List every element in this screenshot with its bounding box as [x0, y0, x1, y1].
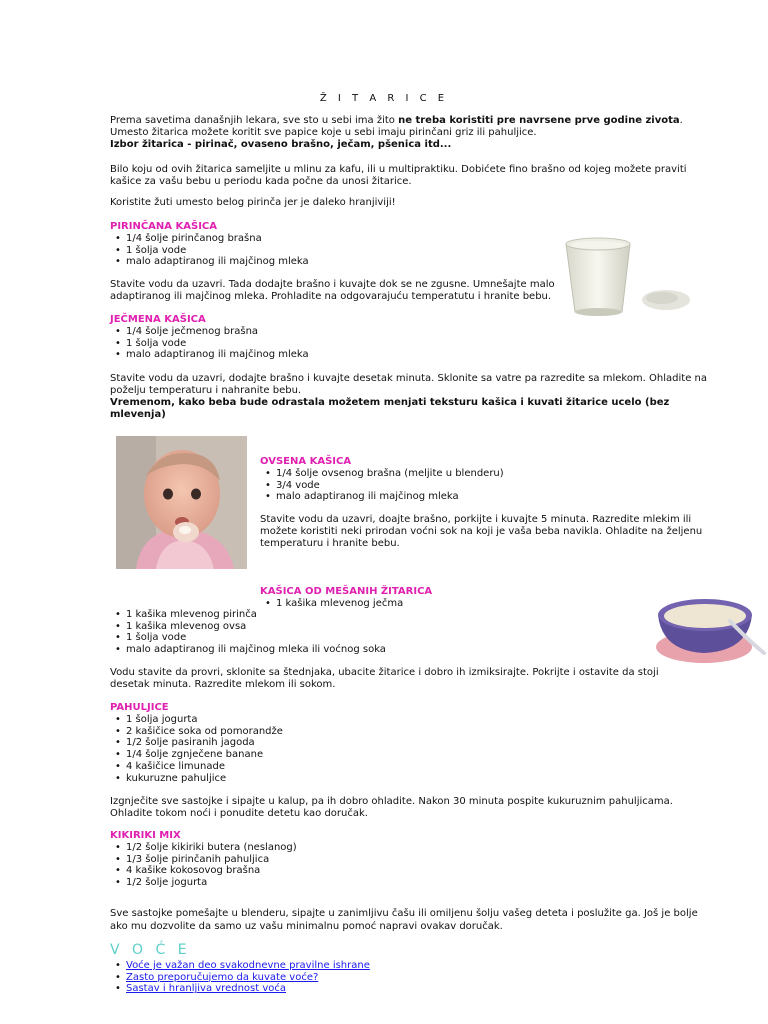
pirincana-heading: PIRINČANA KAŠICA: [110, 221, 217, 232]
list-item: • 1 šolja vode: [110, 245, 309, 257]
voce-heading: V O Ć E: [110, 942, 191, 958]
list-item: • malo adaptiranog ili majčinog mleka: [110, 349, 309, 361]
voce-link-vazan[interactable]: Voće je važan deo svakodnevne pravilne ishrane: [126, 960, 370, 971]
intro-paragraph-2: Bilo koju od ovih žitarica sameljite u mlinu za kafu, ili u multipraktiku. Dobićete fino brašno od kojeg možete praviti kašice za vašu bebu u periodu kada počne da unosi žitarice.: [110, 164, 687, 187]
list-item: • 1/2 šolje pasiranih jagoda: [110, 737, 283, 749]
mesanih-list: [110, 609, 386, 656]
list-item: • kukuruzne pahuljice: [110, 773, 283, 785]
list-item: • 1/4 šolje ovsenog brašna (meljite u blenderu): [260, 468, 504, 480]
rice-cup-image: [558, 232, 690, 318]
voce-links: [110, 960, 370, 995]
ovsena-list: [260, 468, 504, 503]
list-item: • 1 kašika mlevenog ovsa: [110, 621, 386, 633]
pirincana-list: [110, 233, 309, 268]
page-title: Ž I T A R I C E: [319, 93, 449, 104]
list-item: • malo adaptiranog ili majčinog mleka: [260, 491, 504, 503]
jecmena-text: Stavite vodu da uzavri, dodajte brašno i kuvajte desetak minuta. Sklonite sa vatre pa razredite sa mlekom. Ohladite na poželju temperaturu i nahranite bebu. Vremenom, kako beba bude odrastala možetem menjati teksturu kašica i kuvati žitarice ucelo (bez mlevenja): [110, 373, 707, 420]
voce-link-kuvate[interactable]: Zasto preporučujemo da kuvate voće?: [126, 971, 319, 983]
jecmena-list: [110, 326, 309, 361]
pahuljice-list: [110, 714, 283, 784]
intro-paragraph-3: Koristite žuti umesto belog pirinča jer je daleko hranjiviji!: [110, 197, 396, 208]
voce-link-sastav[interactable]: Sastav i hranljiva vrednost voća: [126, 983, 286, 995]
intro-line-3: Izbor žitarica - pirinač, ovaseno brašno, ječam, pšenica itd...: [110, 139, 452, 150]
list-item: [110, 960, 370, 972]
list-item: • 4 kašike kokosovog brašna: [110, 865, 297, 877]
mesanih-first-list: [260, 598, 403, 610]
pahuljice-heading: PAHULJICE: [110, 702, 169, 713]
list-item: • 1/2 šolje jogurta: [110, 877, 297, 889]
list-item: • malo adaptiranog ili majčinog mleka ili voćnog soka: [110, 644, 386, 656]
cereal-bowl-image: [652, 585, 768, 667]
kikiriki-list: [110, 842, 297, 889]
list-item: • malo adaptiranog ili majčinog mleka: [110, 256, 309, 268]
kikiriki-heading: KIKIRIKI MIX: [110, 830, 181, 841]
list-item: • 1 šolja vode: [110, 338, 309, 350]
mesanih-heading: KAŠICA OD MEŠANIH ŽITARICA: [260, 586, 433, 597]
pirincana-text: Stavite vodu da uzavri. Tada dodajte brašno i kuvajte dok se ne zgusne. Umnešajte malo adaptiranog ili majčinog mleka. Prohladite na odgovarajuću temperatutu i hranite bebu.: [110, 279, 555, 302]
list-item: • 1 šolja jogurta: [110, 714, 283, 726]
list-item: • 1 šolja vode: [110, 632, 386, 644]
intro-line-2: Umesto žitarica možete koritit sve papice koje u sebi imaju pirinčani griz ili pahuljice.: [110, 127, 537, 138]
ovsena-heading: OVSENA KAŠICA: [260, 456, 352, 467]
list-item: • 1 kašika mlevenog ječma: [260, 598, 403, 610]
list-item: • 1/4 šolje ječmenog brašna: [110, 326, 309, 338]
baby-photo: [116, 436, 247, 569]
kikiriki-text: Sve sastojke pomešajte u blenderu, sipajte u zanimljivu čašu ili omiljenu šolju vašeg deteta i poslužite ga. Još je bolje ako mu dozvolite da samo uz vašu minimalnu pomoć napravi ovakav doručak.: [110, 908, 698, 932]
intro-section: [110, 115, 710, 151]
list-item: • 1 kašika mlevenog pirinča: [110, 609, 386, 621]
list-item: [110, 983, 370, 995]
mesanih-text: Vodu stavite da provri, sklonite sa štednjaka, ubacite žitarice i dobro ih izmiksirajte. Pokrijte i ostavite da stoji desetak minuta. Razredite mlekom ili sokom.: [110, 667, 659, 690]
list-item: • 1/4 šolje zgnječene banane: [110, 749, 283, 761]
pahuljice-text: Izgnječite sve sastojke i sipajte u kalup, pa ih dobro ohladite. Nakon 30 minuta pospite kukuruznim pahuljicama. Ohladite tokom noći i ponudite detetu kao doručak.: [110, 796, 673, 819]
list-item: • 1/3 šolje pirinčanih pahuljica: [110, 854, 297, 866]
list-item: • 4 kašičice limunade: [110, 761, 283, 773]
list-item: • 1/2 šolje kikiriki butera (neslanog): [110, 842, 297, 854]
list-item: • 3/4 vode: [260, 480, 504, 492]
ovsena-text: Stavite vodu da uzavri, doajte brašno, porkijte i kuvajte 5 minuta. Razredite mlekim ili možete koristiti neki prirodan voćni sok na koji je vaša beba navikla. Ohladite na željenu temperaturu i hranite bebu.: [260, 514, 703, 549]
jecmena-heading: JEČMENA KAŠICA: [110, 314, 206, 325]
intro-line-1: Prema savetima današnjih lekara, sve sto u sebi ima žito ne treba koristiti pre navrsene prve godine zivota.: [110, 115, 683, 126]
list-item: • 2 kašičice soka od pomorandže: [110, 726, 283, 738]
list-item: • 1/4 šolje pirinčanog brašna: [110, 233, 309, 245]
list-item: [110, 972, 370, 984]
